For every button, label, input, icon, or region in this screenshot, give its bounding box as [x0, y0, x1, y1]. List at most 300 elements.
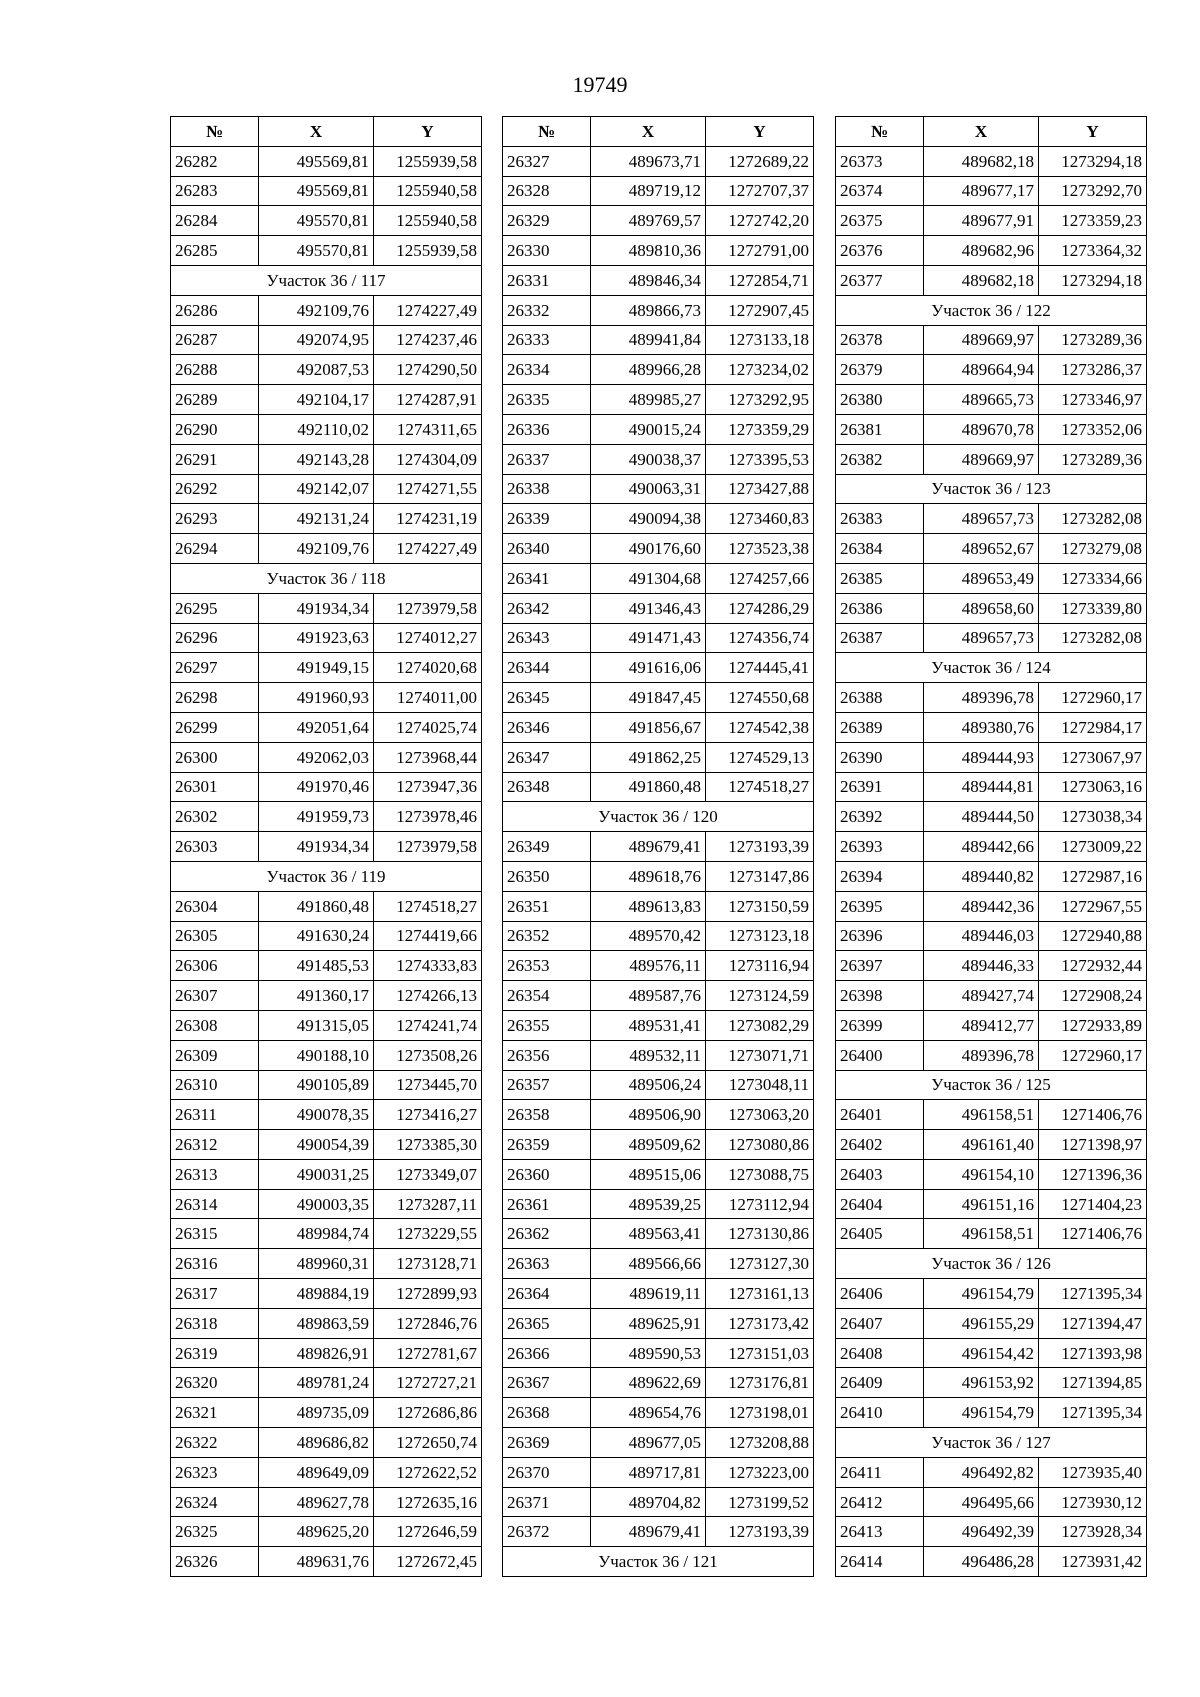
point-number: 26300 [171, 742, 259, 772]
point-number: 26289 [171, 385, 259, 415]
point-number: 26380 [836, 385, 924, 415]
x-coordinate: 491856,67 [591, 712, 706, 742]
x-coordinate: 496486,28 [924, 1547, 1039, 1577]
y-coordinate: 1273193,39 [706, 832, 814, 862]
y-coordinate: 1273334,66 [1039, 563, 1147, 593]
table-row [503, 1428, 814, 1458]
header-y: Y [706, 117, 814, 147]
y-coordinate: 1271394,85 [1039, 1368, 1147, 1398]
point-number: 26313 [171, 1159, 259, 1189]
y-coordinate: 1272646,59 [374, 1517, 482, 1547]
y-coordinate: 1273279,08 [1039, 534, 1147, 564]
y-coordinate: 1272742,20 [706, 206, 814, 236]
header-number: № [836, 117, 924, 147]
table-row [836, 802, 1147, 832]
coordinates-table-2 [502, 116, 814, 1577]
point-number: 26414 [836, 1547, 924, 1577]
point-number: 26384 [836, 534, 924, 564]
x-coordinate: 489863,59 [259, 1308, 374, 1338]
x-coordinate: 495569,81 [259, 176, 374, 206]
point-number: 26320 [171, 1368, 259, 1398]
table-row [836, 355, 1147, 385]
table-row [171, 1457, 482, 1487]
x-coordinate: 489618,76 [591, 861, 706, 891]
x-coordinate: 489532,11 [591, 1040, 706, 1070]
table-row [503, 1368, 814, 1398]
table-row [171, 802, 482, 832]
point-number: 26329 [503, 206, 591, 236]
table-row [171, 742, 482, 772]
table-row [171, 504, 482, 534]
y-coordinate: 1273445,70 [374, 1070, 482, 1100]
x-coordinate: 489669,97 [924, 325, 1039, 355]
point-number: 26308 [171, 1010, 259, 1040]
table-row [836, 504, 1147, 534]
table-row [503, 1338, 814, 1368]
table-row [836, 1219, 1147, 1249]
y-coordinate: 1273048,11 [706, 1070, 814, 1100]
x-coordinate: 490105,89 [259, 1070, 374, 1100]
y-coordinate: 1273234,02 [706, 355, 814, 385]
x-coordinate: 489719,12 [591, 176, 706, 206]
table-row [171, 1517, 482, 1547]
y-coordinate: 1273928,34 [1039, 1517, 1147, 1547]
y-coordinate: 1273193,39 [706, 1517, 814, 1547]
y-coordinate: 1272940,88 [1039, 921, 1147, 951]
header-y: Y [1039, 117, 1147, 147]
table-row [503, 772, 814, 802]
section-row [503, 802, 814, 832]
table-header-row [171, 117, 482, 147]
x-coordinate: 489427,74 [924, 981, 1039, 1011]
x-coordinate: 496153,92 [924, 1368, 1039, 1398]
table-row [171, 1100, 482, 1130]
table-row [836, 1130, 1147, 1160]
x-coordinate: 490188,10 [259, 1040, 374, 1070]
table-row [836, 414, 1147, 444]
table-row [836, 1189, 1147, 1219]
point-number: 26336 [503, 414, 591, 444]
x-coordinate: 496154,79 [924, 1398, 1039, 1428]
point-number: 26397 [836, 951, 924, 981]
y-coordinate: 1273978,46 [374, 802, 482, 832]
y-coordinate: 1272635,16 [374, 1487, 482, 1517]
x-coordinate: 489515,06 [591, 1159, 706, 1189]
y-coordinate: 1273082,29 [706, 1010, 814, 1040]
table-row [171, 772, 482, 802]
x-coordinate: 489653,49 [924, 563, 1039, 593]
table-row [503, 265, 814, 295]
point-number: 26403 [836, 1159, 924, 1189]
x-coordinate: 490054,39 [259, 1130, 374, 1160]
point-number: 26307 [171, 981, 259, 1011]
table-row [171, 951, 482, 981]
x-coordinate: 491959,73 [259, 802, 374, 832]
section-label: Участок 36 / 122 [836, 295, 1147, 325]
x-coordinate: 489440,82 [924, 861, 1039, 891]
x-coordinate: 490003,35 [259, 1189, 374, 1219]
y-coordinate: 1271393,98 [1039, 1338, 1147, 1368]
point-number: 26344 [503, 653, 591, 683]
x-coordinate: 489412,77 [924, 1010, 1039, 1040]
y-coordinate: 1273289,36 [1039, 444, 1147, 474]
table-row [836, 563, 1147, 593]
y-coordinate: 1273161,13 [706, 1279, 814, 1309]
section-row [836, 474, 1147, 504]
x-coordinate: 496154,79 [924, 1279, 1039, 1309]
y-coordinate: 1273208,88 [706, 1428, 814, 1458]
point-number: 26315 [171, 1219, 259, 1249]
point-number: 26382 [836, 444, 924, 474]
x-coordinate: 489446,03 [924, 921, 1039, 951]
y-coordinate: 1274518,27 [706, 772, 814, 802]
x-coordinate: 489627,78 [259, 1487, 374, 1517]
table-row [171, 1428, 482, 1458]
x-coordinate: 489704,82 [591, 1487, 706, 1517]
point-number: 26314 [171, 1189, 259, 1219]
point-number: 26406 [836, 1279, 924, 1309]
x-coordinate: 489866,73 [591, 295, 706, 325]
point-number: 26349 [503, 832, 591, 862]
y-coordinate: 1273088,75 [706, 1159, 814, 1189]
point-number: 26337 [503, 444, 591, 474]
x-coordinate: 489531,41 [591, 1010, 706, 1040]
y-coordinate: 1273112,94 [706, 1189, 814, 1219]
point-number: 26391 [836, 772, 924, 802]
table-row [503, 921, 814, 951]
point-number: 26350 [503, 861, 591, 891]
table-row [503, 1249, 814, 1279]
x-coordinate: 489985,27 [591, 385, 706, 415]
point-number: 26335 [503, 385, 591, 415]
x-coordinate: 495570,81 [259, 236, 374, 266]
y-coordinate: 1274286,29 [706, 593, 814, 623]
point-number: 26301 [171, 772, 259, 802]
point-number: 26328 [503, 176, 591, 206]
table-row [171, 1189, 482, 1219]
point-number: 26283 [171, 176, 259, 206]
y-coordinate: 1273127,30 [706, 1249, 814, 1279]
point-number: 26323 [171, 1457, 259, 1487]
y-coordinate: 1274290,50 [374, 355, 482, 385]
x-coordinate: 491360,17 [259, 981, 374, 1011]
point-number: 26404 [836, 1189, 924, 1219]
point-number: 26299 [171, 712, 259, 742]
table-row [836, 1279, 1147, 1309]
section-row [171, 563, 482, 593]
point-number: 26394 [836, 861, 924, 891]
table-row [503, 474, 814, 504]
table-row [503, 623, 814, 653]
y-coordinate: 1272932,44 [1039, 951, 1147, 981]
point-number: 26360 [503, 1159, 591, 1189]
point-number: 26316 [171, 1249, 259, 1279]
table-row [171, 534, 482, 564]
point-number: 26392 [836, 802, 924, 832]
table-row [171, 1130, 482, 1160]
x-coordinate: 489769,57 [591, 206, 706, 236]
table-row [171, 1040, 482, 1070]
point-number: 26318 [171, 1308, 259, 1338]
y-coordinate: 1273979,58 [374, 832, 482, 862]
x-coordinate: 491616,06 [591, 653, 706, 683]
y-coordinate: 1273346,97 [1039, 385, 1147, 415]
y-coordinate: 1273364,32 [1039, 236, 1147, 266]
x-coordinate: 491304,68 [591, 563, 706, 593]
point-number: 26370 [503, 1457, 591, 1487]
x-coordinate: 491630,24 [259, 921, 374, 951]
y-coordinate: 1274257,66 [706, 563, 814, 593]
header-x: X [591, 117, 706, 147]
y-coordinate: 1273930,12 [1039, 1487, 1147, 1517]
point-number: 26354 [503, 981, 591, 1011]
y-coordinate: 1271398,97 [1039, 1130, 1147, 1160]
table-row [503, 385, 814, 415]
table-row [503, 653, 814, 683]
point-number: 26375 [836, 206, 924, 236]
point-number: 26402 [836, 1130, 924, 1160]
table-row [171, 1219, 482, 1249]
point-number: 26398 [836, 981, 924, 1011]
point-number: 26369 [503, 1428, 591, 1458]
point-number: 26362 [503, 1219, 591, 1249]
x-coordinate: 489669,97 [924, 444, 1039, 474]
section-row [836, 1249, 1147, 1279]
table-row [503, 504, 814, 534]
point-number: 26311 [171, 1100, 259, 1130]
x-coordinate: 496151,16 [924, 1189, 1039, 1219]
y-coordinate: 1273123,18 [706, 921, 814, 951]
x-coordinate: 489622,69 [591, 1368, 706, 1398]
x-coordinate: 489539,25 [591, 1189, 706, 1219]
point-number: 26386 [836, 593, 924, 623]
y-coordinate: 1273223,00 [706, 1457, 814, 1487]
point-number: 26405 [836, 1219, 924, 1249]
table-body [171, 146, 482, 1576]
x-coordinate: 489673,71 [591, 146, 706, 176]
point-number: 26345 [503, 683, 591, 713]
table-row [503, 1070, 814, 1100]
y-coordinate: 1273116,94 [706, 951, 814, 981]
point-number: 26287 [171, 325, 259, 355]
y-coordinate: 1272846,76 [374, 1308, 482, 1338]
y-coordinate: 1273359,29 [706, 414, 814, 444]
section-row [836, 1070, 1147, 1100]
section-row [503, 1547, 814, 1577]
table-row [836, 1517, 1147, 1547]
y-coordinate: 1273080,86 [706, 1130, 814, 1160]
point-number: 26302 [171, 802, 259, 832]
table-row [503, 1517, 814, 1547]
x-coordinate: 490094,38 [591, 504, 706, 534]
point-number: 26358 [503, 1100, 591, 1130]
x-coordinate: 492110,02 [259, 414, 374, 444]
point-number: 26292 [171, 474, 259, 504]
section-label: Участок 36 / 127 [836, 1428, 1147, 1458]
y-coordinate: 1273009,22 [1039, 832, 1147, 862]
table-row [503, 1487, 814, 1517]
y-coordinate: 1273979,58 [374, 593, 482, 623]
x-coordinate: 489396,78 [924, 1040, 1039, 1070]
y-coordinate: 1271406,76 [1039, 1100, 1147, 1130]
point-number: 26338 [503, 474, 591, 504]
table-row [836, 1487, 1147, 1517]
y-coordinate: 1274025,74 [374, 712, 482, 742]
x-coordinate: 489966,28 [591, 355, 706, 385]
x-coordinate: 489657,73 [924, 623, 1039, 653]
x-coordinate: 491970,46 [259, 772, 374, 802]
table-row [503, 1100, 814, 1130]
table-row [836, 683, 1147, 713]
x-coordinate: 489781,24 [259, 1368, 374, 1398]
x-coordinate: 491934,34 [259, 593, 374, 623]
section-label: Участок 36 / 120 [503, 802, 814, 832]
table-row [836, 325, 1147, 355]
table-row [503, 1010, 814, 1040]
y-coordinate: 1273460,83 [706, 504, 814, 534]
point-number: 26376 [836, 236, 924, 266]
point-number: 26363 [503, 1249, 591, 1279]
table-row [503, 1159, 814, 1189]
section-label: Участок 36 / 125 [836, 1070, 1147, 1100]
x-coordinate: 489682,18 [924, 146, 1039, 176]
table-row [836, 206, 1147, 236]
point-number: 26396 [836, 921, 924, 951]
x-coordinate: 490063,31 [591, 474, 706, 504]
table-row [836, 891, 1147, 921]
y-coordinate: 1272960,17 [1039, 1040, 1147, 1070]
table-row [171, 623, 482, 653]
point-number: 26407 [836, 1308, 924, 1338]
y-coordinate: 1273508,26 [374, 1040, 482, 1070]
table-row [503, 832, 814, 862]
y-coordinate: 1272987,16 [1039, 861, 1147, 891]
y-coordinate: 1271395,34 [1039, 1279, 1147, 1309]
y-coordinate: 1273289,36 [1039, 325, 1147, 355]
table-row [836, 981, 1147, 1011]
table-row [503, 712, 814, 742]
y-coordinate: 1272622,52 [374, 1457, 482, 1487]
y-coordinate: 1273133,18 [706, 325, 814, 355]
y-coordinate: 1273352,06 [1039, 414, 1147, 444]
point-number: 26410 [836, 1398, 924, 1428]
table-row [836, 951, 1147, 981]
y-coordinate: 1273151,03 [706, 1338, 814, 1368]
table-row [836, 1338, 1147, 1368]
y-coordinate: 1255939,58 [374, 146, 482, 176]
y-coordinate: 1271404,23 [1039, 1189, 1147, 1219]
section-row [171, 861, 482, 891]
table-header-row [503, 117, 814, 147]
x-coordinate: 489613,83 [591, 891, 706, 921]
y-coordinate: 1273292,70 [1039, 176, 1147, 206]
point-number: 26411 [836, 1457, 924, 1487]
x-coordinate: 491934,34 [259, 832, 374, 862]
table-row [171, 921, 482, 951]
table-row [836, 1159, 1147, 1189]
point-number: 26341 [503, 563, 591, 593]
y-coordinate: 1274419,66 [374, 921, 482, 951]
x-coordinate: 489506,90 [591, 1100, 706, 1130]
point-number: 26400 [836, 1040, 924, 1070]
table-row [171, 712, 482, 742]
table-row [503, 1219, 814, 1249]
y-coordinate: 1273128,71 [374, 1249, 482, 1279]
point-number: 26367 [503, 1368, 591, 1398]
y-coordinate: 1273130,86 [706, 1219, 814, 1249]
point-number: 26298 [171, 683, 259, 713]
y-coordinate: 1272854,71 [706, 265, 814, 295]
y-coordinate: 1273427,88 [706, 474, 814, 504]
point-number: 26290 [171, 414, 259, 444]
point-number: 26331 [503, 265, 591, 295]
y-coordinate: 1273147,86 [706, 861, 814, 891]
y-coordinate: 1274020,68 [374, 653, 482, 683]
y-coordinate: 1272967,55 [1039, 891, 1147, 921]
table-row [171, 1279, 482, 1309]
table-row [171, 444, 482, 474]
point-number: 26303 [171, 832, 259, 862]
x-coordinate: 489576,11 [591, 951, 706, 981]
x-coordinate: 489444,81 [924, 772, 1039, 802]
y-coordinate: 1274304,09 [374, 444, 482, 474]
point-number: 26373 [836, 146, 924, 176]
x-coordinate: 489677,17 [924, 176, 1039, 206]
section-label: Участок 36 / 117 [171, 265, 482, 295]
table-row [503, 534, 814, 564]
y-coordinate: 1274529,13 [706, 742, 814, 772]
y-coordinate: 1273339,80 [1039, 593, 1147, 623]
point-number: 26361 [503, 1189, 591, 1219]
point-number: 26326 [171, 1547, 259, 1577]
x-coordinate: 489509,62 [591, 1130, 706, 1160]
x-coordinate: 489587,76 [591, 981, 706, 1011]
point-number: 26339 [503, 504, 591, 534]
x-coordinate: 491860,48 [259, 891, 374, 921]
header-number: № [503, 117, 591, 147]
table-row [836, 1308, 1147, 1338]
x-coordinate: 489444,93 [924, 742, 1039, 772]
y-coordinate: 1274333,83 [374, 951, 482, 981]
table-row [171, 891, 482, 921]
y-coordinate: 1272791,00 [706, 236, 814, 266]
y-coordinate: 1272672,45 [374, 1547, 482, 1577]
table-row [503, 742, 814, 772]
x-coordinate: 492074,95 [259, 325, 374, 355]
x-coordinate: 489570,42 [591, 921, 706, 951]
table-row [836, 1100, 1147, 1130]
section-label: Участок 36 / 123 [836, 474, 1147, 504]
table-row [171, 1487, 482, 1517]
point-number: 26359 [503, 1130, 591, 1160]
point-number: 26306 [171, 951, 259, 981]
section-label: Участок 36 / 118 [171, 563, 482, 593]
table-row [503, 236, 814, 266]
point-number: 26346 [503, 712, 591, 742]
y-coordinate: 1273173,42 [706, 1308, 814, 1338]
y-coordinate: 1272960,17 [1039, 683, 1147, 713]
table-row [171, 325, 482, 355]
y-coordinate: 1273294,18 [1039, 265, 1147, 295]
point-number: 26399 [836, 1010, 924, 1040]
y-coordinate: 1273523,38 [706, 534, 814, 564]
y-coordinate: 1273176,81 [706, 1368, 814, 1398]
table-row [171, 1249, 482, 1279]
point-number: 26295 [171, 593, 259, 623]
y-coordinate: 1272707,37 [706, 176, 814, 206]
point-number: 26282 [171, 146, 259, 176]
point-number: 26357 [503, 1070, 591, 1100]
